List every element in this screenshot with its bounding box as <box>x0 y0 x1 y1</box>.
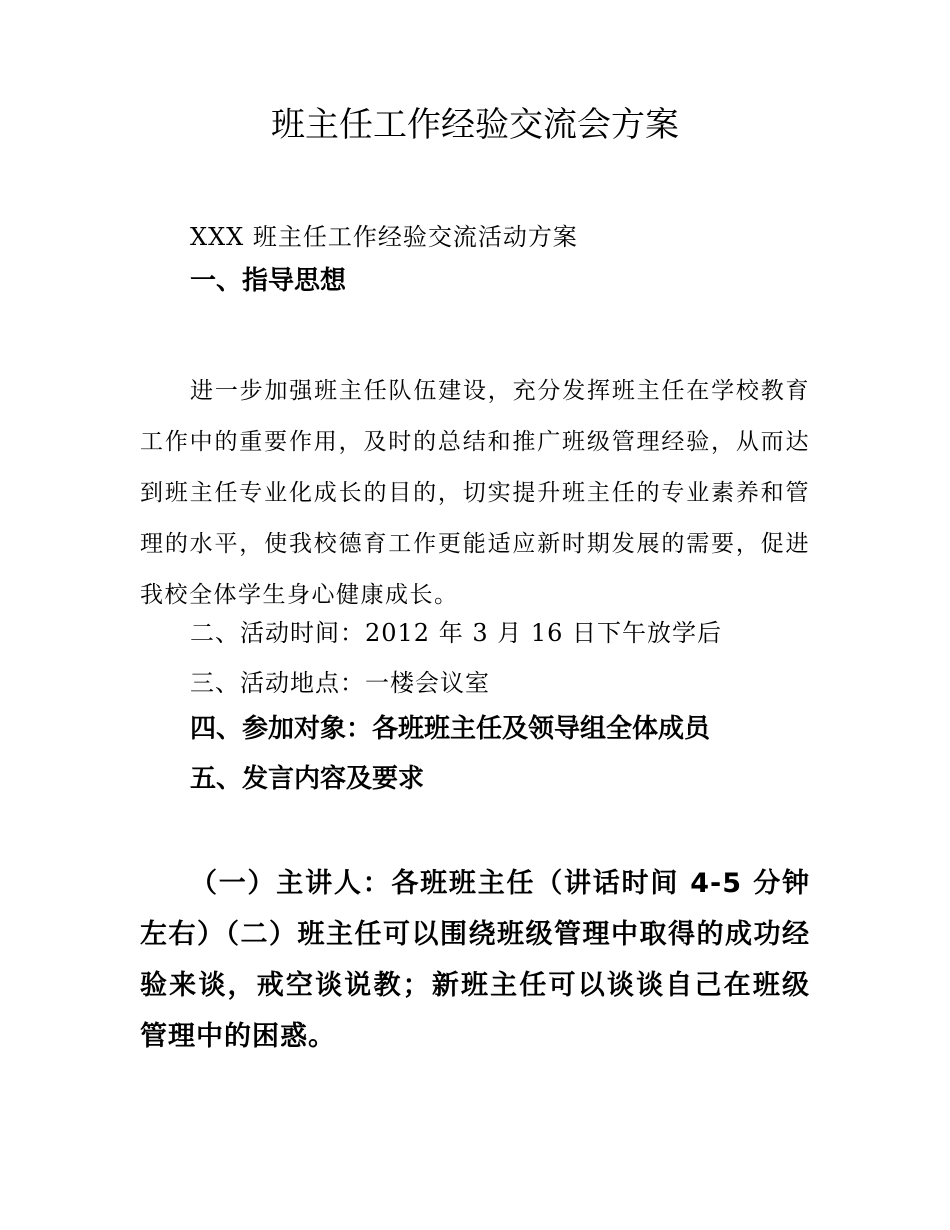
section-1-paragraph: 进一步加强班主任队伍建设，充分发挥班主任在学校教育工作中的重要作用，及时的总结和推广班级管理经验，从而达到班主任专业化成长的目的，切实提升班主任的专业素养和管理的水平，使我校德育工作更能适应新时期发展的需要，促进我校全体学生身心健康成长。 <box>140 378 810 608</box>
section-5-heading: 五、发言内容及要求 <box>190 764 425 794</box>
activity-time-line: 二、活动时间：2012 年 3 月 16 日下午放学后 <box>190 619 723 647</box>
document-title: 班主任工作经验交流会方案 <box>271 105 679 145</box>
section-1-heading: 一、指导思想 <box>190 266 347 296</box>
activity-location-line: 三、活动地点：一楼会议室 <box>190 669 490 697</box>
document-subtitle: XXX 班主任工作经验交流活动方案 <box>190 223 578 251</box>
participants-heading: 四、参加对象：各班班主任及领导组全体成员 <box>190 714 711 744</box>
section-5-paragraph: （一）主讲人：各班班主任（讲话时间 4-5 分钟左右）（二）班主任可以围绕班级管理中取得的成功经验来谈，戒空谈说教；新班主任可以谈谈自己在班级管理中的困惑。 <box>140 868 810 1052</box>
